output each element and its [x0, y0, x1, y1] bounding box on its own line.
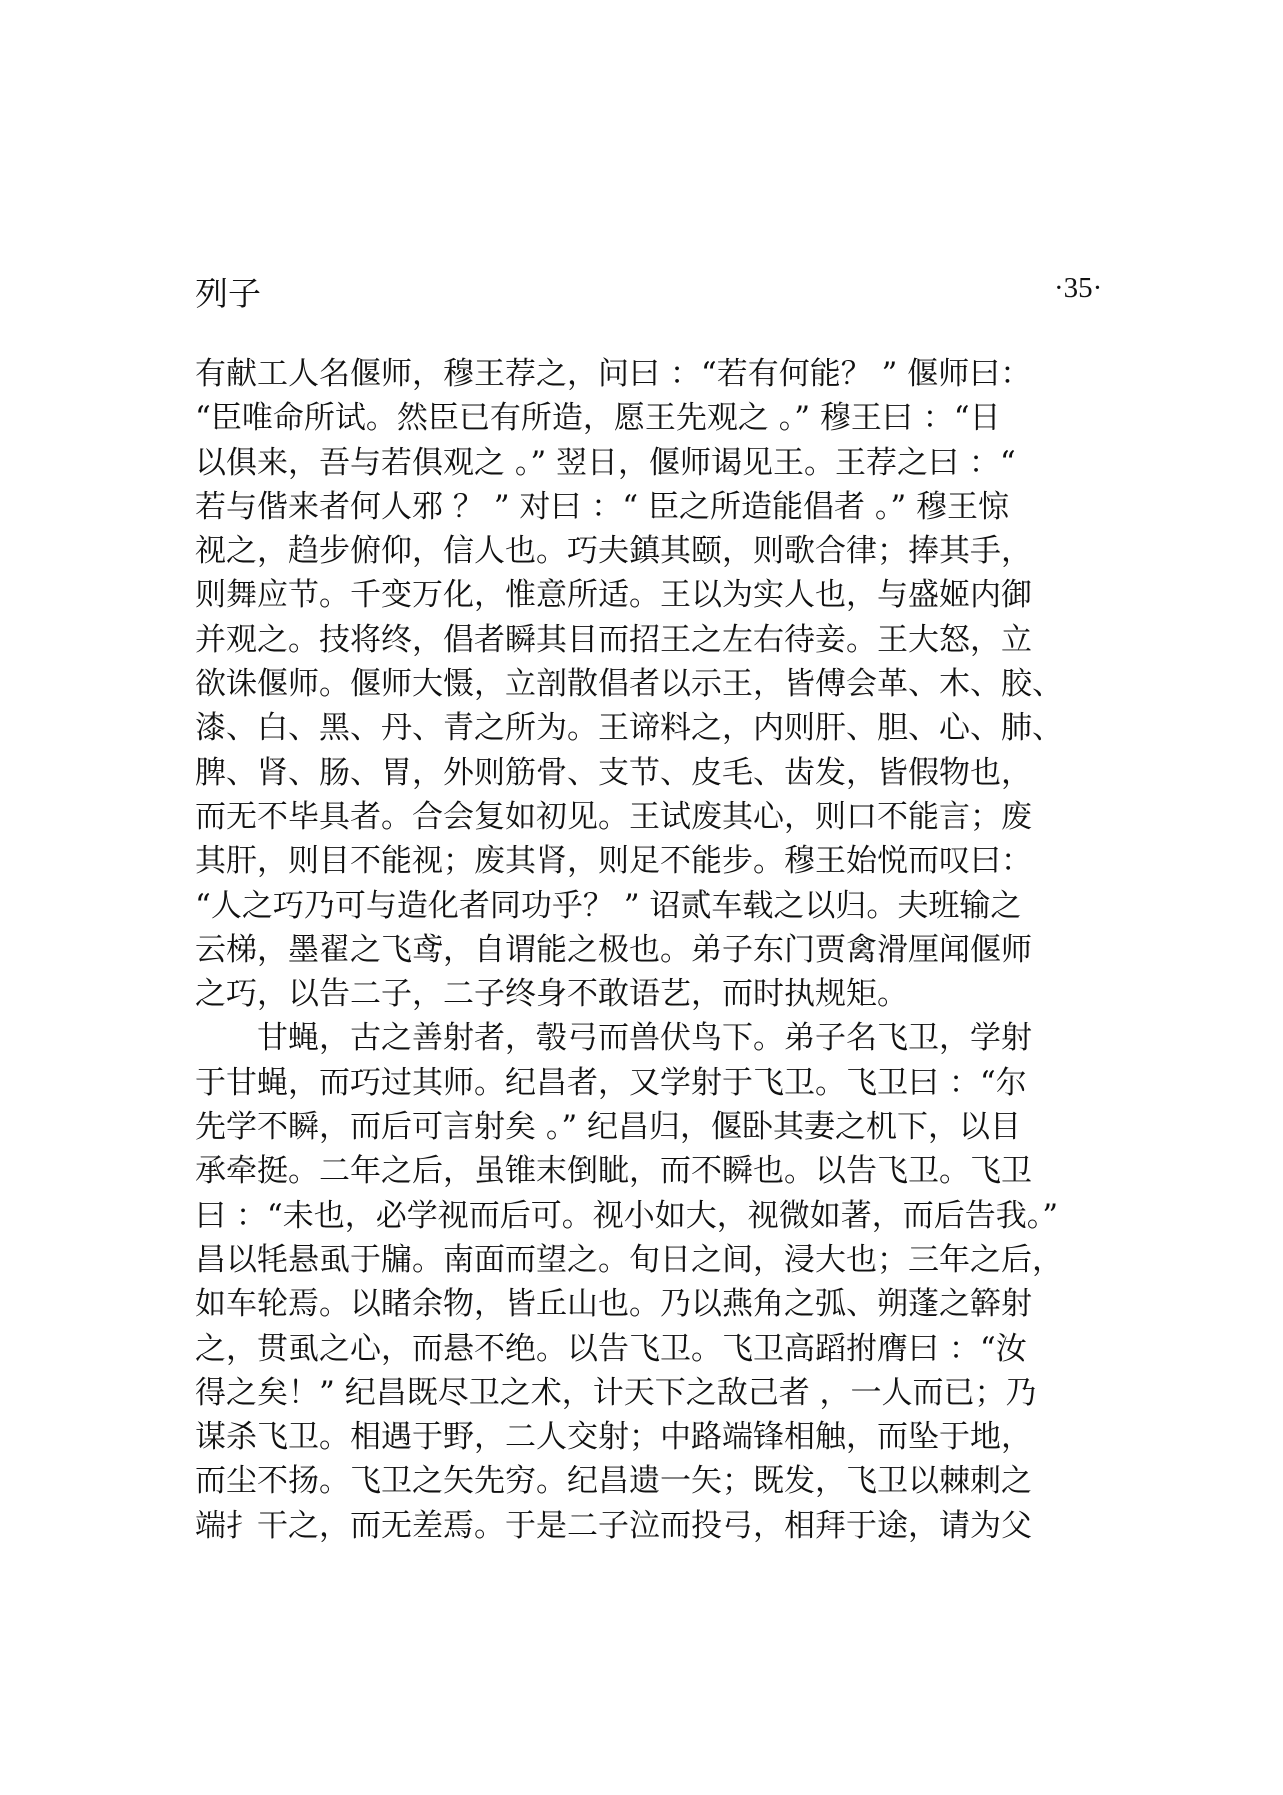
text-line: 漆、白、黑、丹、青之所为。王谛料之，内则肝、胆、心、肺、	[195, 710, 1063, 747]
text-line: 有献工人名偃师，穆王荐之，问曰 ：“若有何能？ ” 偃师曰：	[195, 356, 1032, 392]
text-line: 则舞应节。千变万化，惟意所适。王以为实人也，与盛姬内御	[195, 577, 1032, 614]
text-line: “人之巧乃可与造化者同功乎？ ” 诏贰车载之以归。夫班输之	[195, 887, 1022, 924]
page-number: ·35·	[1054, 272, 1103, 304]
text-line: 而尘不扬。飞卫之矢先穷。纪昌遗一矢；既发，飞卫以棘刺之	[195, 1463, 1032, 1500]
text-line: 并观之。技将终，倡者瞬其目而招王之左右待妾。王大怒，立	[195, 621, 1032, 658]
text-line: 承牵挺。二年之后，虽锥末倒眦，而不瞬也。以告飞卫。飞卫	[195, 1153, 1032, 1190]
body-text	[195, 352, 1135, 1548]
text-line: 而无不毕具者。合会复如初见。王试废其心，则口不能言；废	[195, 798, 1032, 835]
text-line: 先学不瞬，而后可言射矣 。” 纪昌归，偃卧其妻之机下，以目	[195, 1109, 1022, 1146]
text-line: 若与偕来者何人邪 ？ ” 对曰 ：“ 臣之所造能倡者 。” 穆王惊	[195, 488, 1010, 525]
text-line: 以俱来，吾与若俱观之 。” 翌日，偃师谒见王。王荐之曰 ：“	[195, 444, 1016, 481]
text-line: “臣唯命所试。然臣已有所造，愿王先观之 。” 穆王曰 ：“日	[195, 400, 1001, 437]
text-line: 于甘蝇，而巧过其师。纪昌者，又学射于飞卫。飞卫曰 ：“尔	[195, 1064, 1027, 1101]
text-line: 端扌干之，而无差焉。于是二子泣而投弓，相拜于途，请为父	[195, 1507, 1032, 1544]
text-line: 之，贯虱之心，而悬不绝。以告飞卫。飞卫高蹈拊膺曰 ：“汝	[195, 1330, 1027, 1367]
paragraph-start-line: 甘蝇，古之善射者，彀弓而兽伏鸟下。弟子名飞卫，学射	[257, 1020, 1032, 1057]
text-line: 云梯，墨翟之飞鸢，自谓能之极也。弟子东门贾禽滑厘闻偃师	[195, 931, 1032, 968]
text-line: 之巧，以告二子，二子终身不敢语艺，而时执规矩。	[195, 976, 908, 1013]
text-line: 欲诛偃师。偃师大慑，立剖散倡者以示王，皆傅会革、木、胶、	[195, 666, 1063, 703]
text-line: 昌以牦悬虱于牖。南面而望之。旬日之间，浸大也；三年之后，	[195, 1241, 1063, 1278]
text-line: 视之，趋步俯仰，信人也。巧夫鎮其颐，则歌合律；捧其手，	[195, 533, 1032, 570]
text-line: 得之矣！” 纪昌既尽卫之术，计天下之敌己者 ，一人而已；乃	[195, 1374, 1037, 1411]
text-line: 脾、肾、肠、胃，外则筋骨、支节、皮毛、齿发，皆假物也，	[195, 754, 1032, 791]
text-line: 其肝，则目不能视；废其肾，则足不能步。穆王始悦而叹曰：	[195, 843, 1032, 880]
text-line: 谋杀飞卫。相遇于野，二人交射；中路端锋相触，而坠于地，	[195, 1419, 1032, 1456]
running-header-title: 列子	[195, 274, 261, 313]
text-line: 曰 ：“未也，必学视而后可。视小如大，视微如著，而后告我。”	[195, 1197, 1059, 1234]
text-line: 如车轮焉。以睹余物，皆丘山也。乃以燕角之弧、朔蓬之簳射	[195, 1286, 1032, 1323]
